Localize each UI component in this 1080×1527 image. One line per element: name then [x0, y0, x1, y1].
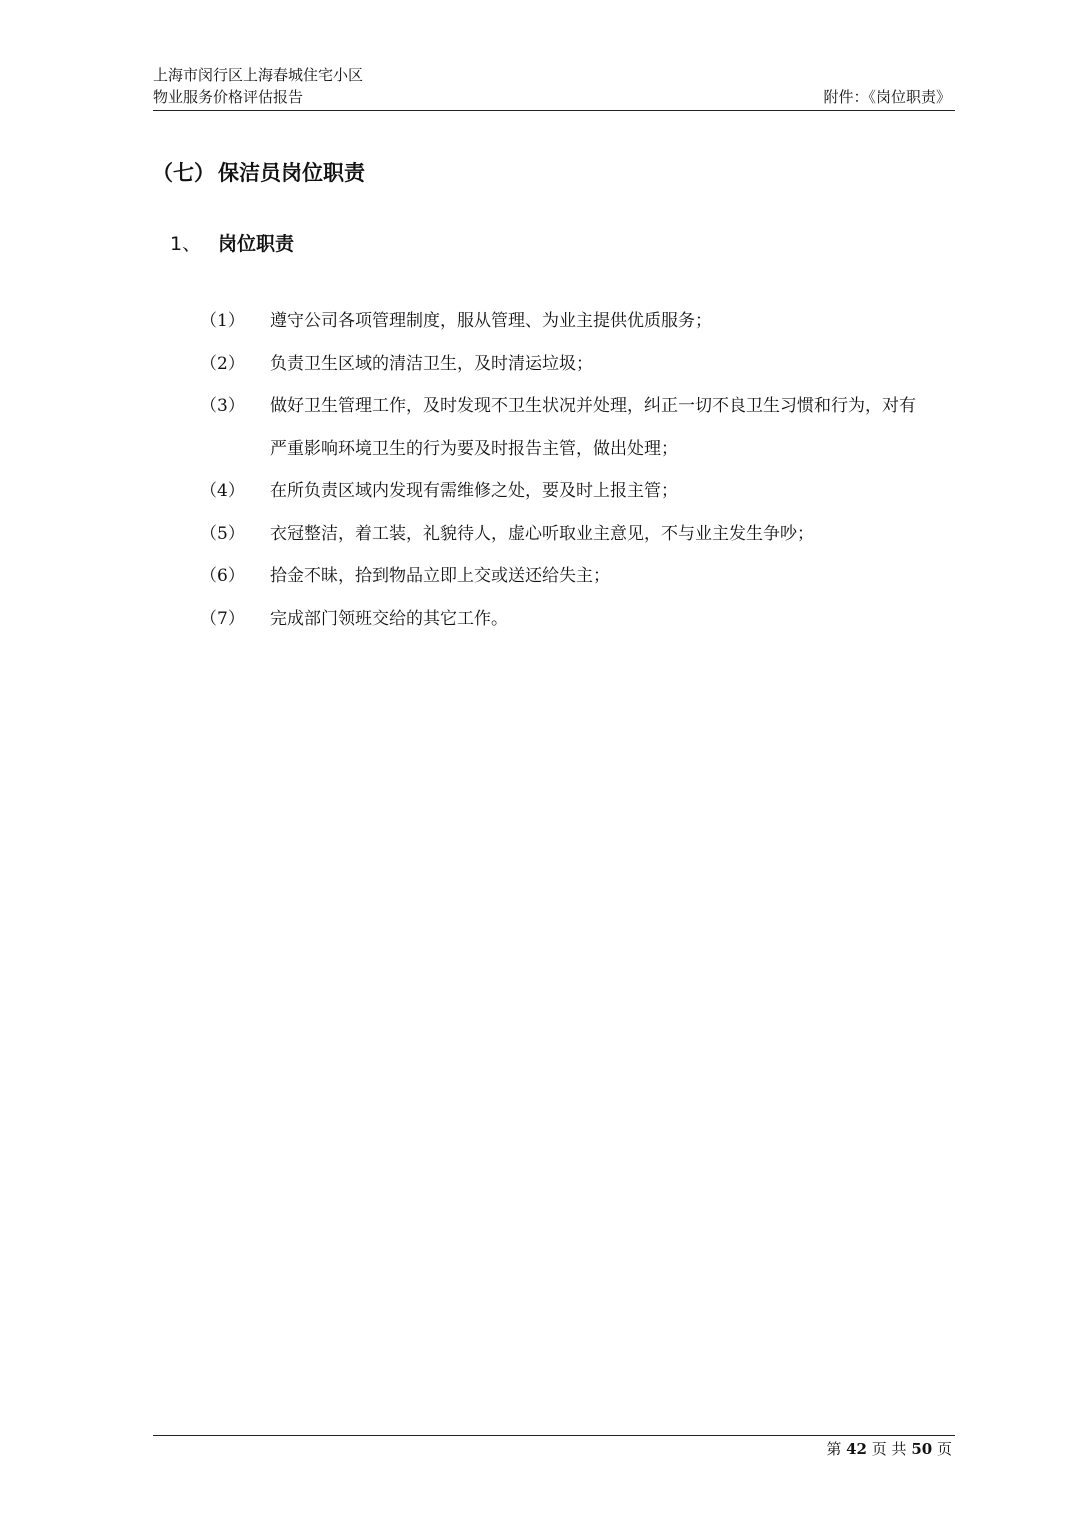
list-item	[200, 385, 940, 470]
page-middle: 页 共	[871, 1440, 907, 1458]
current-page: 42	[846, 1440, 867, 1458]
item-number: （1）	[200, 311, 245, 331]
section-number: （七）	[152, 161, 215, 185]
list-item	[200, 555, 940, 598]
total-pages: 50	[911, 1440, 933, 1458]
footer-divider	[153, 1435, 955, 1436]
page-header	[153, 64, 955, 111]
duty-list	[200, 300, 940, 640]
section-title: 保洁员岗位职责	[218, 161, 365, 185]
header-project-name: 上海市闵行区上海春城住宅小区	[153, 66, 364, 84]
item-number: （2）	[200, 353, 245, 374]
item-text: 做好卫生管理工作，及时发现不卫生状况并处理，纠正一切不良卫生习惯和行为，对有严重影响环境卫生的行为要及时报告主管，做出处理；	[270, 396, 916, 459]
item-number: （5）	[200, 523, 245, 544]
item-number: （4）	[200, 481, 245, 501]
list-item	[200, 470, 940, 513]
header-attachment-label: 附件：《岗位职责》	[823, 88, 951, 106]
list-item	[200, 300, 940, 343]
header-report-name: 物业服务价格评估报告	[153, 88, 304, 106]
page-suffix: 页	[936, 1440, 952, 1458]
item-number: （6）	[200, 566, 245, 586]
list-item	[200, 598, 940, 641]
page-number	[826, 1438, 952, 1460]
section-heading	[152, 158, 365, 188]
item-text: 衣冠整洁，着工装，礼貌待人，虚心听取业主意见，不与业主发生争吵；	[270, 523, 814, 544]
list-item	[200, 513, 940, 556]
item-text: 拾金不昧，拾到物品立即上交或送还给失主；	[270, 566, 610, 586]
page-prefix: 第	[826, 1440, 842, 1458]
item-text: 负责卫生区域的清洁卫生，及时清运垃圾；	[270, 353, 593, 374]
item-number: （7）	[200, 608, 245, 629]
subsection-number: 1、	[170, 233, 202, 255]
list-item	[200, 343, 940, 386]
item-text: 遵守公司各项管理制度，服从管理、为业主提供优质服务；	[270, 311, 712, 331]
subsection-heading	[170, 230, 294, 258]
item-text: 完成部门领班交给的其它工作。	[270, 608, 508, 629]
item-text: 在所负责区域内发现有需维修之处，要及时上报主管；	[270, 481, 678, 501]
subsection-title: 岗位职责	[218, 233, 295, 255]
item-number: （3）	[200, 396, 245, 416]
